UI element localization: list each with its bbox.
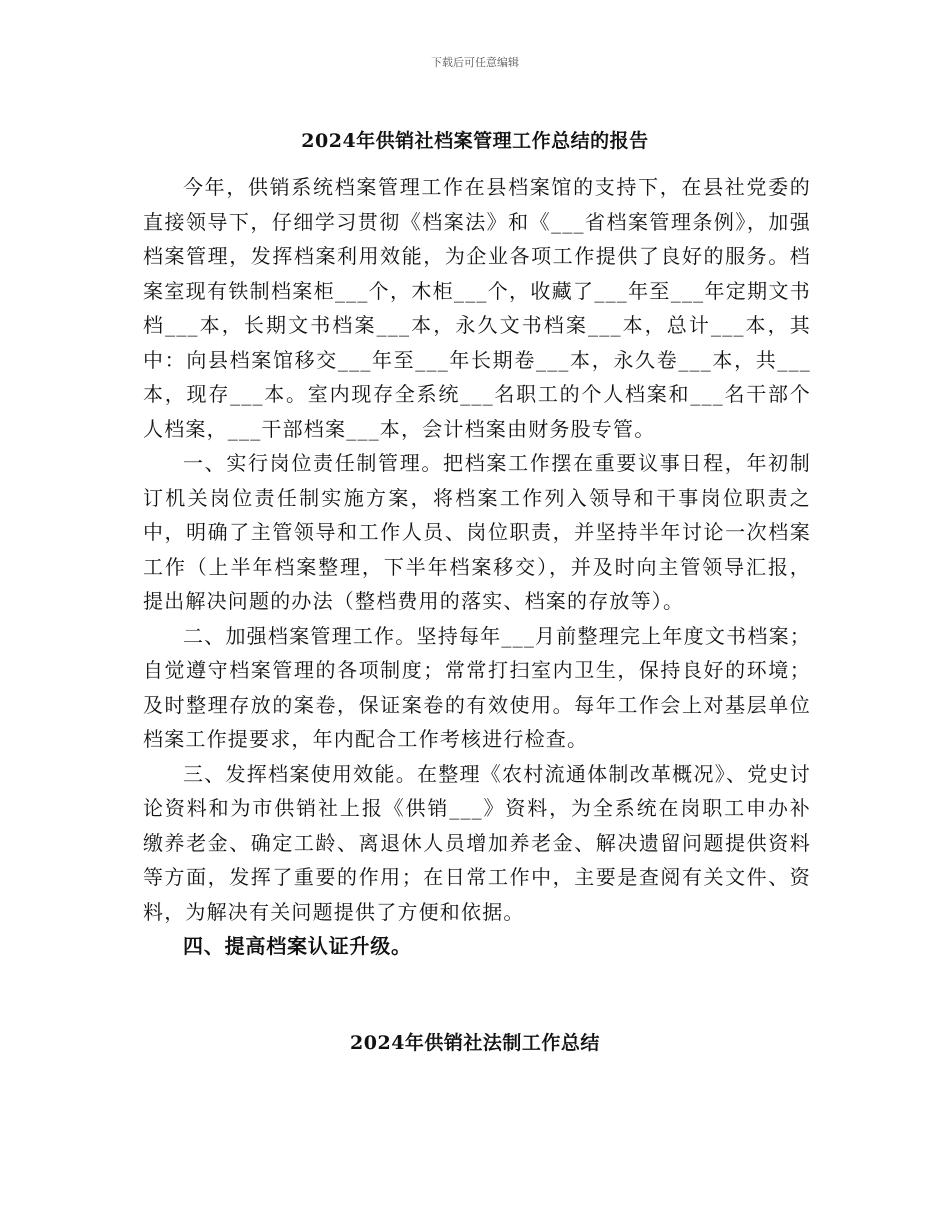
section-four-heading: 四、提高档案认证升级。	[183, 934, 412, 958]
document-body	[143, 170, 811, 964]
paragraph-section-one: 一、实行岗位责任制管理。把档案工作摆在重要议事日程，年初制订机关岗位责任制实施方案，将档案工作列入领导和干事岗位职责之中，明确了主管领导和工作人员、岗位职责，并坚持半年讨论一次档案工作（上半年档案整理，下半年档案移交），并及时向主管领导汇报，提出解决问题的办法（整档费用的落实、档案的存放等）。	[143, 451, 811, 613]
paragraph-section-three: 三、发挥档案使用效能。在整理《农村流通体制改革概况》、党史讨论资料和为市供销社上报《供销___》资料，为全系统在岗职工申办补缴养老金、确定工龄、离退休人员增加养老金、解决遗留问题提供资料等方面，发挥了重要的作用；在日常工作中，主要是查阅有关文件、资料，为解决有关问题提供了方便和依据。	[143, 761, 811, 924]
second-document-title: 2024年供销社法制工作总结	[350, 1032, 600, 1054]
header-note: 下载后可任意编辑	[431, 56, 519, 69]
paragraph-intro: 今年，供销系统档案管理工作在县档案馆的支持下，在县社党委的直接领导下，仔细学习贯彻《档案法》和《___省档案管理条例》，加强档案管理，发挥档案利用效能，为企业各项工作提供了良好的服务。档案室现有铁制档案柜___个，木柜___个，收藏了___年至___年定期文书档___本，长期文书档案___本，永久文书档案___本，总计___本，其中：向县档案馆移交___年至___年长期卷___本，永久卷___本，共___本，现存___本。室内现存全系统___名职工的个人档案和___名干部个人档案，___干部档案___本，会计档案由财务股专管。	[143, 175, 811, 441]
paragraph-section-two: 二、加强档案管理工作。坚持每年___月前整理完上年度文书档案；自觉遵守档案管理的各项制度；常常打扫室内卫生，保持良好的环境；及时整理存放的案卷，保证案卷的有效使用。每年工作会上对基层单位档案工作提要求，年内配合工作考核进行检查。	[143, 623, 811, 751]
document-title: 2024年供销社档案管理工作总结的报告	[301, 130, 649, 152]
